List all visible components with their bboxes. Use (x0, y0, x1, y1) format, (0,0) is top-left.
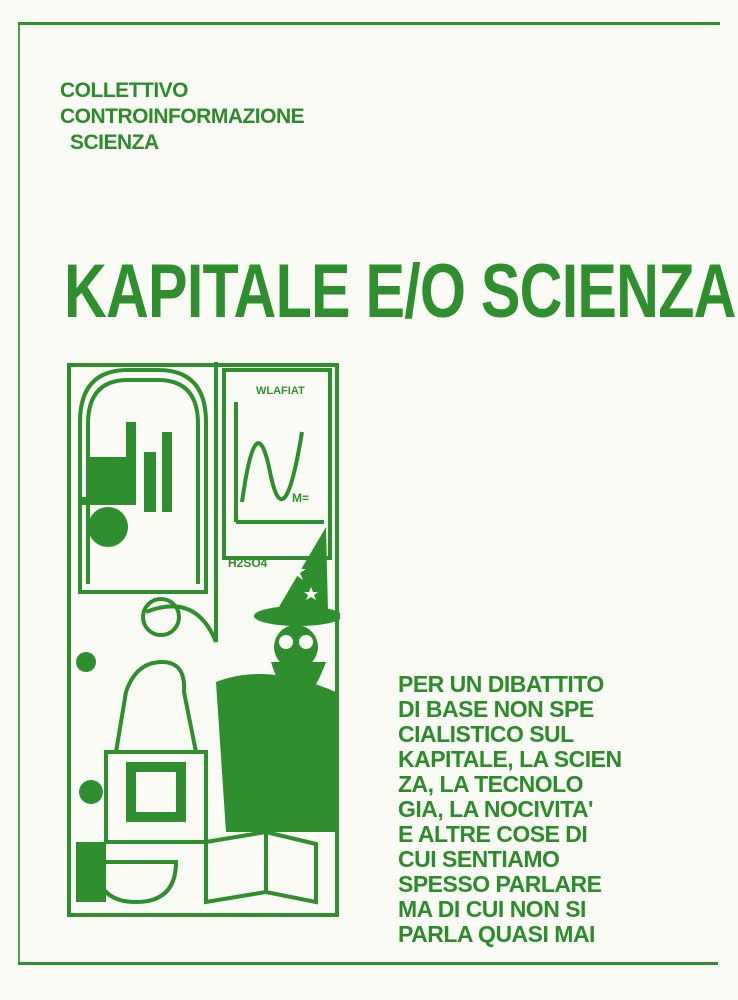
collective-line-3: SCIENZA (70, 131, 159, 154)
tagline-line: CUI SENTIAMO (398, 846, 560, 872)
collective-line-1: COLLETTIVO (60, 79, 188, 102)
tagline-line: PER UN DIBATTITO (398, 671, 604, 697)
top-rule (18, 22, 720, 25)
tagline-line: E ALTRE COSE DI (398, 821, 588, 847)
page-title: KAPITALE E/O SCIENZA (64, 249, 736, 334)
tagline-line: PARLA QUASI MAI (398, 921, 595, 947)
tagline-line: SPESSO PARLARE (398, 871, 602, 897)
formula-sulfuric: H2SO4 (228, 556, 268, 570)
formula-m: M= (292, 491, 310, 505)
bottom-rule (18, 962, 718, 965)
left-rule (18, 22, 20, 962)
graph-label: WLAFIAT (256, 385, 305, 397)
collective-name (60, 78, 304, 156)
scientist-illustration (66, 362, 340, 918)
tagline (398, 672, 622, 947)
tagline-line: ZA, LA TECNOLO (398, 771, 584, 797)
tagline-line: KAPITALE, LA SCIEN (398, 746, 622, 772)
tagline-line: DI BASE NON SPE (398, 696, 594, 722)
collective-line-2: CONTROINFORMAZIONE (60, 105, 305, 128)
tagline-line: CIALISTICO SUL (398, 721, 574, 747)
tagline-line: GIA, LA NOCIVITA' (398, 796, 594, 822)
tagline-line: MA DI CUI NON SI (398, 896, 586, 922)
